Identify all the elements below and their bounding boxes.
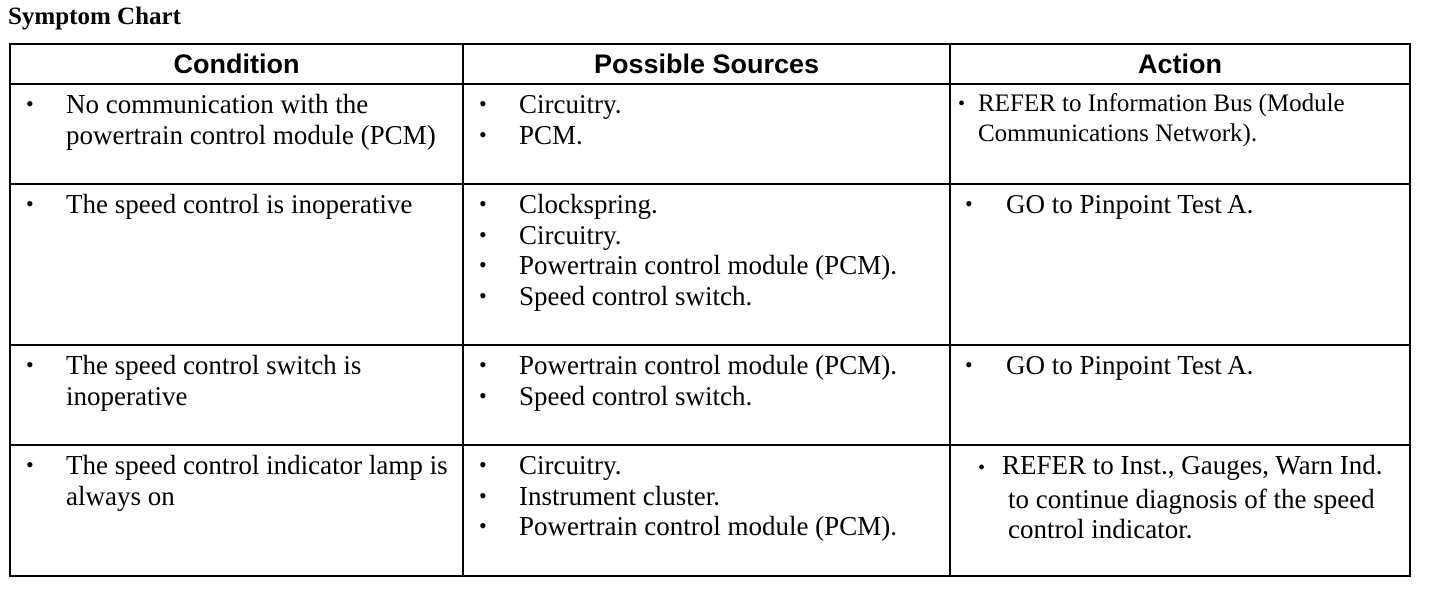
source-item (464, 281, 949, 312)
bullet-icon: • (479, 382, 487, 408)
source-text: PCM. (519, 119, 583, 150)
action-cell (950, 184, 1410, 345)
source-item (464, 89, 949, 120)
bullet-icon: • (965, 352, 973, 377)
bullet-icon: • (479, 482, 487, 508)
table-row (10, 184, 1410, 345)
source-text: Clockspring. (519, 189, 658, 219)
action-text: REFER to Inst., Gauges, Warn Ind. to continue diagnosis of the speed control indicator. (1002, 450, 1383, 544)
action-text: GO to Pinpoint Test A. (1006, 189, 1254, 219)
condition-text: The speed control is inoperative (66, 189, 413, 219)
source-item (464, 481, 949, 512)
action-item (951, 450, 1409, 545)
header-row (10, 44, 1410, 84)
bullet-icon: • (479, 91, 487, 116)
bullet-icon: • (479, 121, 487, 147)
bullet-icon: • (479, 352, 487, 377)
source-text: Powertrain control module (PCM). (519, 250, 897, 280)
action-item (951, 189, 1409, 220)
condition-item (11, 89, 462, 150)
source-item (464, 381, 949, 412)
sources-cell (463, 445, 950, 576)
source-text: Speed control switch. (519, 280, 753, 311)
sources-cell (463, 184, 950, 345)
header-action: Action (950, 44, 1410, 84)
condition-item (11, 350, 462, 411)
source-text: Circuitry. (519, 219, 622, 250)
source-item (464, 350, 949, 381)
bullet-icon: • (479, 252, 487, 277)
bullet-icon: • (26, 191, 34, 216)
action-cell (950, 84, 1410, 184)
source-text: Powertrain control module (PCM). (519, 511, 897, 541)
bullet-icon: • (26, 91, 34, 116)
source-item (464, 220, 949, 251)
sources-cell (463, 84, 950, 184)
table-row (10, 345, 1410, 445)
bullet-icon: • (479, 513, 487, 538)
condition-cell (10, 345, 463, 445)
action-cell (950, 445, 1410, 576)
bullet-icon: • (26, 452, 34, 477)
source-item (464, 120, 949, 151)
table-row (10, 445, 1410, 576)
header-condition: Condition (10, 44, 463, 84)
source-item (464, 250, 949, 281)
bullet-icon: • (479, 452, 487, 477)
symptom-table (9, 43, 1411, 577)
action-text: GO to Pinpoint Test A. (1006, 350, 1254, 380)
action-text: REFER to Information Bus (Module Communications Network). (978, 90, 1345, 147)
table-row (10, 84, 1410, 184)
source-item (464, 511, 949, 542)
page-title: Symptom Chart (8, 3, 181, 30)
condition-cell (10, 84, 463, 184)
action-item (951, 350, 1409, 381)
condition-text: The speed control indicator lamp is always on (66, 450, 448, 511)
bullet-icon: • (479, 191, 487, 216)
condition-text: The speed control switch is inoperative (66, 350, 362, 411)
bullet-icon: • (958, 93, 966, 115)
source-text: Powertrain control module (PCM). (519, 350, 897, 380)
bullet-icon: • (965, 191, 973, 216)
bullet-icon: • (479, 282, 487, 308)
sources-cell (463, 345, 950, 445)
action-cell (950, 345, 1410, 445)
source-item (464, 189, 949, 220)
condition-text: No communication with the powertrain control module (PCM) (66, 89, 436, 150)
condition-cell (10, 184, 463, 345)
source-text: Circuitry. (519, 450, 622, 480)
source-text: Circuitry. (519, 89, 622, 119)
bullet-icon: • (26, 352, 34, 377)
source-text: Instrument cluster. (519, 480, 720, 511)
bullet-icon: • (978, 457, 986, 479)
condition-cell (10, 445, 463, 576)
source-item (464, 450, 949, 481)
source-text: Speed control switch. (519, 380, 753, 411)
condition-item (11, 189, 462, 220)
action-item (951, 89, 1409, 149)
header-possible-sources: Possible Sources (463, 44, 950, 84)
bullet-icon: • (479, 221, 487, 247)
condition-item (11, 450, 462, 511)
